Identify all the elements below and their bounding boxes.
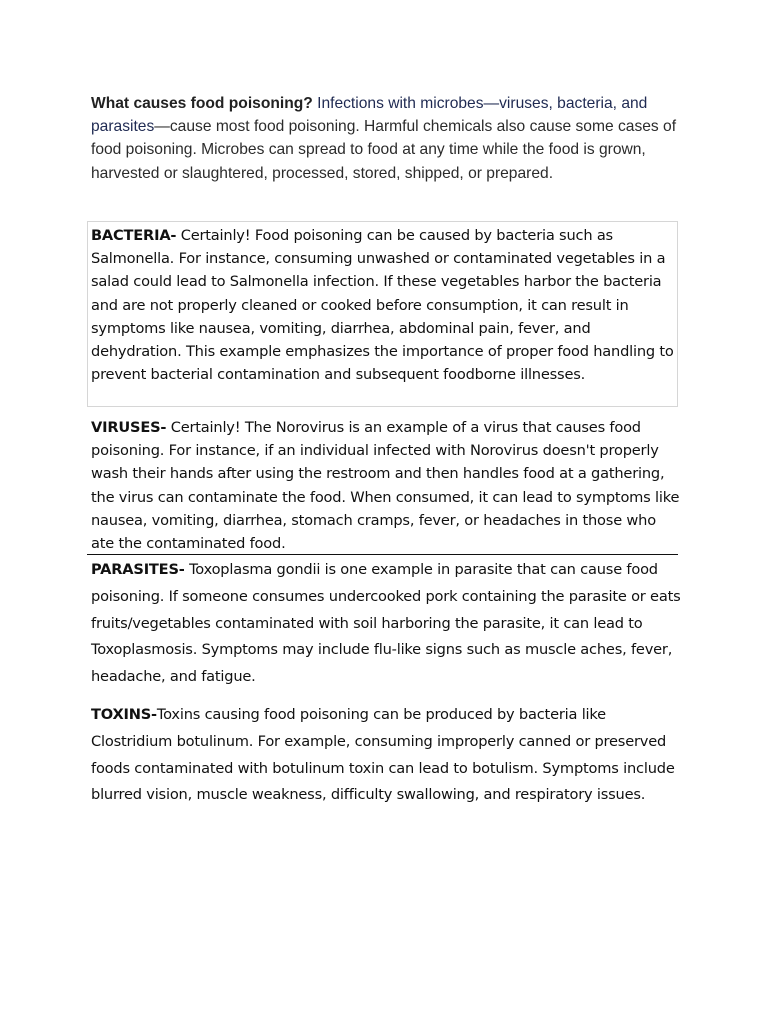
toxins-heading: TOXINS-	[91, 706, 157, 723]
viruses-heading: VIRUSES-	[91, 419, 167, 436]
toxins-text: Toxins causing food poisoning can be produced by bacteria like Clostridium botulinum. For example, consuming improperly canned or preserved foods contaminated with botulinum toxin can lead to botulism. Symptoms include blurred vision, muscle weakness, difficulty swallowing, and respiratory issues.	[91, 706, 675, 804]
bacteria-text: Certainly! Food poisoning can be caused by bacteria such as Salmonella. For instance, consuming unwashed or contaminated vegetables in a salad could lead to Salmonella infection. If these vegetables harbor the bacteria and are not properly cleaned or cooked before consumption, it can result in symptoms like nausea, vomiting, diarrhea, abdominal pain, fever, and dehydration. This example emphasizes the importance of proper food handling to prevent bacterial contamination and subsequent foodborne illnesses.	[91, 227, 674, 384]
parasites-heading: PARASITES-	[91, 561, 185, 578]
intro-paragraph	[91, 92, 681, 185]
intro-microbes-link[interactable]: Infections with microbes—viruses, bacteria, and parasites	[91, 95, 648, 136]
viruses-paragraph	[91, 416, 681, 555]
toxins-paragraph	[91, 702, 681, 809]
parasites-paragraph	[91, 557, 681, 691]
intro-body-text: —cause most food poisoning. Harmful chemicals also cause some cases of food poisoning. Microbes can spread to food at any time while the food is grown, harvested or slaughtered, processed, stored, shipped, or prepared.	[91, 118, 677, 182]
bacteria-heading: BACTERIA-	[91, 227, 177, 244]
intro-question: What causes food poisoning?	[91, 95, 313, 112]
parasites-text: Toxoplasma gondii is one example in parasite that can cause food poisoning. If someone consumes undercooked pork containing the parasite or eats fruits/vegetables contaminated with soil harboring the parasite, it can lead to Toxoplasmosis. Symptoms may include flu-like signs such as muscle aches, fever, headache, and fatigue.	[91, 561, 681, 686]
section-divider	[87, 554, 678, 555]
bacteria-paragraph	[91, 224, 681, 386]
viruses-text: Certainly! The Norovirus is an example of a virus that causes food poisoning. For instance, if an individual infected with Norovirus doesn't properly wash their hands after using the restroom and then handles food at a gathering, the virus can contaminate the food. When consumed, it can lead to symptoms like nausea, vomiting, diarrhea, stomach cramps, fever, or headaches in those who ate the contaminated food.	[91, 419, 680, 553]
